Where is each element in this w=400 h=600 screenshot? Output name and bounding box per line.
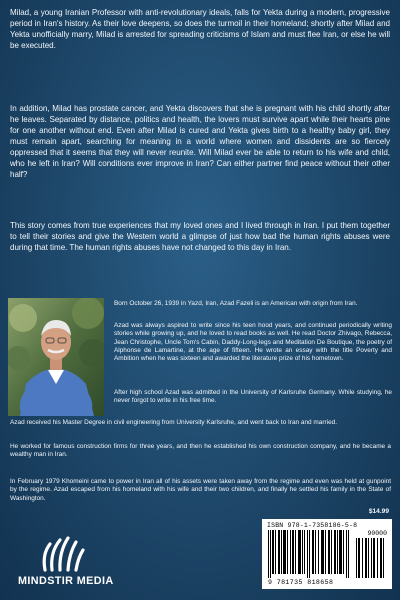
barcode-addon-bars xyxy=(356,538,386,578)
barcode-bars xyxy=(268,530,352,578)
barcode-addon-number: 90000 xyxy=(367,530,387,537)
author-bio-degree: Azad received his Master Degree in civil engineering from University Karlsruhe, and went back to Iran and married. xyxy=(10,419,338,426)
barcode xyxy=(262,519,392,589)
synopsis-paragraph-2: In addition, Milad has prostate cancer, and Yekta discovers that she is pregnant with his child shortly after he leaves. Separated by distance, politics and health, the lovers must survive apart while their hearts pine for one another without end. Even after Milad is cured and Yekta gives birth to a healthy baby girl, they must remain apart, searching for meaning in a world where women and dissidents are so fiercely oppressed that it seems that they will never reunite. Will Milad ever be able to return to his wife and child, who he left in Iran? Will conditions ever improve in Iran? Can either partner find peace without their other half? xyxy=(10,104,390,179)
author-bio-birth: Born October 26, 1939 in Yazd, Iran, Azad Fazeli is an American with origin from Iran. xyxy=(114,300,358,307)
author-bio-career: He worked for famous construction firms for three years, and then he established his own construction company, and he became a wealthy man in Iran. xyxy=(10,443,391,459)
author-bio-writing: Azad was always aspired to write since his teen hood years, and continued periodically writing stories while growing up, and he loved to read books as well. He read Doctor Zhivago, Rebecca, Jean Christophe, Uncle Tom's Cabin, Daddy-Long-legs and Meditation De Boutique, the poetry of Alphonse de Lamartine, at the age of fifteen. He wrote an essay with the title Poverty and Ambition when he was sixteen and awarded the literature prize of his hometown. xyxy=(114,322,392,363)
isbn-label: ISBN 978-1-7358186-5-8 xyxy=(267,522,358,529)
synopsis-paragraph-3: This story comes from true experiences that my loved ones and I lived through in Iran. I put them together to tell their stories and give the Western world a glimpse of just how bad the human rights abuses were during that time. The human rights abuses have not changed to this day in Iran. xyxy=(10,221,390,252)
barcode-number: 9 781735 818658 xyxy=(268,579,334,586)
price-label: $14.99 xyxy=(368,508,389,515)
author-photo xyxy=(8,298,104,416)
author-bio-university: After high school Azad was admitted in the University of Karlsruhe Germany. While studying, he never forgot to write in his free time. xyxy=(114,389,392,405)
publisher-name: MINDSTIR MEDIA xyxy=(18,575,114,587)
synopsis-paragraph-1: Milad, a young Iranian Professor with anti-revolutionary ideals, falls for Yekta during a modern, progressive period in Iran's history. As their love deepens, so does the turmoil in their homeland; shortly after Milad and Yekta unofficially marry, Milad is arrested for spreading criticisms of Islam and must flee Iran, or else he will be executed. xyxy=(10,8,390,50)
author-bio-exile: In February 1979 Khomeini came to power in Iran all of his assets were taken away from the regime and even was held at gunpoint by the regime. Azad escaped from his homeland with his wife and their two children, and finally he settled his family in the State of Washington. xyxy=(10,478,391,502)
mindstir-logo-icon xyxy=(38,530,88,574)
